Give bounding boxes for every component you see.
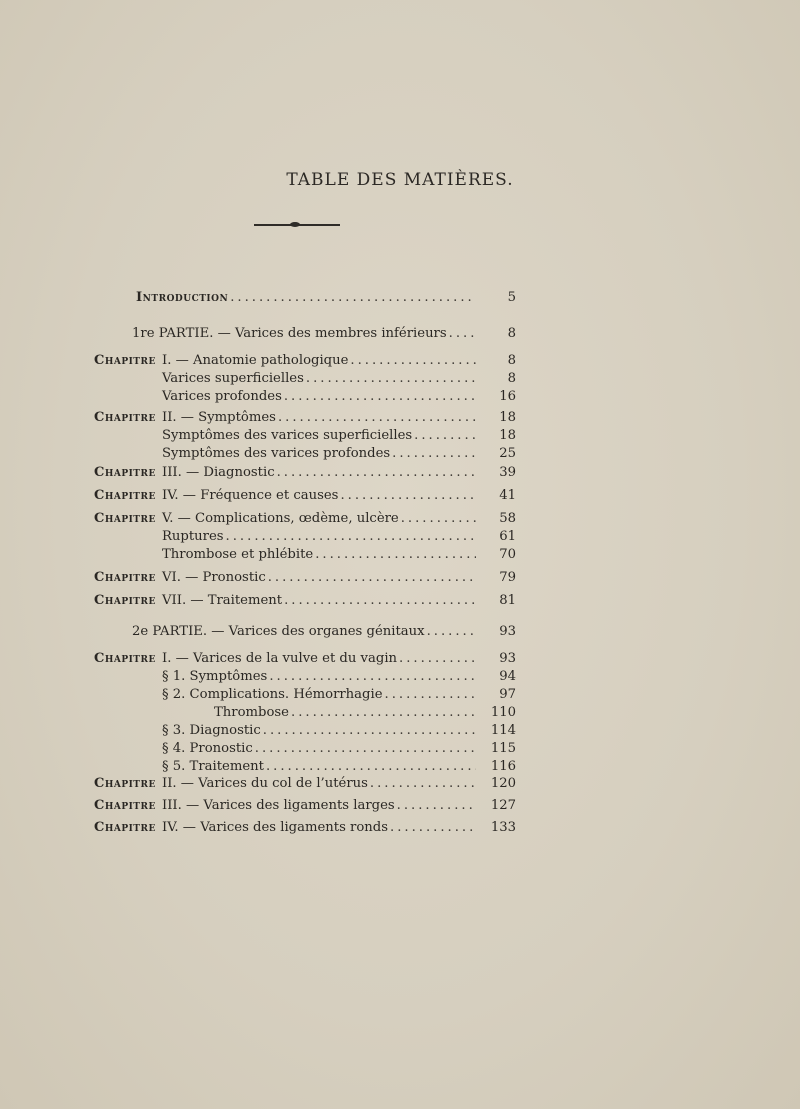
toc-row xyxy=(0,487,800,505)
toc-row xyxy=(0,686,800,704)
toc-entry-text: Thrombose et phlébite xyxy=(162,547,314,562)
chapter-label: Chapitre xyxy=(94,511,156,526)
toc-row-intro xyxy=(0,289,800,307)
toc-entry-text: II. — Symptômes xyxy=(162,410,276,425)
leader-dots xyxy=(263,722,476,740)
leader-dots xyxy=(414,427,476,445)
toc-entry-text: II. — Varices du col de l’utérus xyxy=(162,776,368,791)
toc-entry-text: § 5. Traitement xyxy=(162,759,264,774)
toc-row xyxy=(0,668,800,686)
leader-dots xyxy=(385,686,477,704)
toc-page-number: 25 xyxy=(499,446,516,461)
toc-page-number: 97 xyxy=(499,687,516,702)
leader-dots xyxy=(269,668,476,686)
leader-dots xyxy=(370,775,476,793)
toc-entry-text: Ruptures xyxy=(162,529,224,544)
toc-row xyxy=(0,445,800,463)
toc-row xyxy=(0,740,800,758)
toc-row xyxy=(0,464,800,482)
toc-row xyxy=(0,370,800,388)
page-title: TABLE DES MATIÈRES. xyxy=(286,170,514,190)
leader-dots xyxy=(284,592,476,610)
chapter-label: Chapitre xyxy=(94,410,156,425)
leader-dots xyxy=(277,464,476,482)
leader-dots xyxy=(226,528,476,546)
toc-page-number: 114 xyxy=(490,723,516,738)
toc-entry-text: VI. — Pronostic xyxy=(162,570,266,585)
toc-page-number: 93 xyxy=(499,624,516,639)
toc-page-number: 133 xyxy=(490,820,516,835)
leader-dots xyxy=(397,797,476,815)
toc-page-number: 5 xyxy=(507,290,516,305)
toc-page-number: 58 xyxy=(499,511,516,526)
toc-row-part1 xyxy=(0,325,800,343)
toc-entry-text: Introduction xyxy=(136,290,229,305)
toc-row xyxy=(0,427,800,445)
toc-row xyxy=(0,650,800,668)
toc-page-number: 127 xyxy=(490,798,516,813)
toc-entry-text: VII. — Traitement xyxy=(162,593,283,608)
toc-page-number: 79 xyxy=(499,570,516,585)
chapter-label: Chapitre xyxy=(94,651,156,666)
toc-page-number: 93 xyxy=(499,651,516,666)
leader-dots xyxy=(306,370,476,388)
toc-page-number: 116 xyxy=(490,759,516,774)
toc-page-number: 41 xyxy=(499,488,516,503)
toc-row xyxy=(0,592,800,610)
toc-row xyxy=(0,510,800,528)
toc-entry-text: V. — Complications, œdème, ulcère xyxy=(162,511,399,526)
toc-entry-text: IV. — Fréquence et causes xyxy=(162,488,339,503)
chapter-label: Chapitre xyxy=(94,593,156,608)
toc-entry-text: IV. — Varices des ligaments ronds xyxy=(162,820,388,835)
toc-page-number: 39 xyxy=(499,465,516,480)
toc-entry-text: 1re PARTIE. — Varices des membres inférieurs xyxy=(132,326,447,341)
leader-dots xyxy=(315,546,476,564)
toc-entry-text: Varices profondes xyxy=(162,389,282,404)
leader-dots xyxy=(255,740,476,758)
ornament-rule xyxy=(254,224,340,226)
toc-row xyxy=(0,797,800,815)
toc-page-number: 115 xyxy=(490,741,516,756)
toc-page-number: 16 xyxy=(499,389,516,404)
toc-page-number: 61 xyxy=(499,529,516,544)
toc-entry-text: § 3. Diagnostic xyxy=(162,723,261,738)
toc-row xyxy=(0,775,800,793)
leader-dots xyxy=(390,819,476,837)
leader-dots xyxy=(291,704,476,722)
toc-row xyxy=(0,758,800,776)
toc-row xyxy=(0,569,800,587)
leader-dots xyxy=(268,569,476,587)
toc-entry-text: III. — Varices des ligaments larges xyxy=(162,798,395,813)
leader-dots xyxy=(350,352,476,370)
toc-entry-text: Varices superficielles xyxy=(162,371,304,386)
chapter-label: Chapitre xyxy=(94,798,156,813)
toc-entry-text: Thrombose xyxy=(214,705,289,720)
toc-row xyxy=(0,546,800,564)
toc-row xyxy=(0,409,800,427)
leader-dots xyxy=(230,289,476,307)
toc-page-number: 8 xyxy=(507,353,516,368)
chapter-label: Chapitre xyxy=(94,488,156,503)
toc-row-part2 xyxy=(0,623,800,641)
toc-page-number: 8 xyxy=(507,371,516,386)
toc-page-number: 110 xyxy=(490,705,516,720)
leader-dots xyxy=(401,510,476,528)
leader-dots xyxy=(278,409,476,427)
toc-page-number: 120 xyxy=(490,776,516,791)
toc-row xyxy=(0,388,800,406)
toc-row xyxy=(0,722,800,740)
toc-page-number: 81 xyxy=(499,593,516,608)
leader-dots xyxy=(266,758,476,776)
toc-page-number: 18 xyxy=(499,410,516,425)
chapter-label: Chapitre xyxy=(94,570,156,585)
chapter-label: Chapitre xyxy=(94,465,156,480)
toc-page-number: 94 xyxy=(499,669,516,684)
toc-entry-text: I. — Varices de la vulve et du vagin xyxy=(162,651,398,666)
toc-entry-text: § 4. Pronostic xyxy=(162,741,253,756)
toc-page-number: 18 xyxy=(499,428,516,443)
toc-page-number: 8 xyxy=(507,326,516,341)
toc-page-number: 70 xyxy=(499,547,516,562)
toc-row xyxy=(0,352,800,370)
toc-entry-text: I. — Anatomie pathologique xyxy=(162,353,349,368)
toc-entry-text: 2e PARTIE. — Varices des organes génitaux xyxy=(132,624,425,639)
chapter-label: Chapitre xyxy=(94,353,156,368)
leader-dots xyxy=(392,445,476,463)
leader-dots xyxy=(284,388,476,406)
toc-entry-text: III. — Diagnostic xyxy=(162,465,275,480)
chapter-label: Chapitre xyxy=(94,776,156,791)
toc-entry-text: Symptômes des varices superficielles xyxy=(162,428,413,443)
leader-dots xyxy=(399,650,476,668)
toc-row xyxy=(0,528,800,546)
toc-row xyxy=(0,704,800,722)
leader-dots xyxy=(340,487,476,505)
toc-row xyxy=(0,819,800,837)
toc-entry-text: § 1. Symptômes xyxy=(162,669,268,684)
chapter-label: Chapitre xyxy=(94,820,156,835)
toc-entry-text: § 2. Complications. Hémorrhagie xyxy=(162,687,383,702)
toc-entry-text: Symptômes des varices profondes xyxy=(162,446,391,461)
